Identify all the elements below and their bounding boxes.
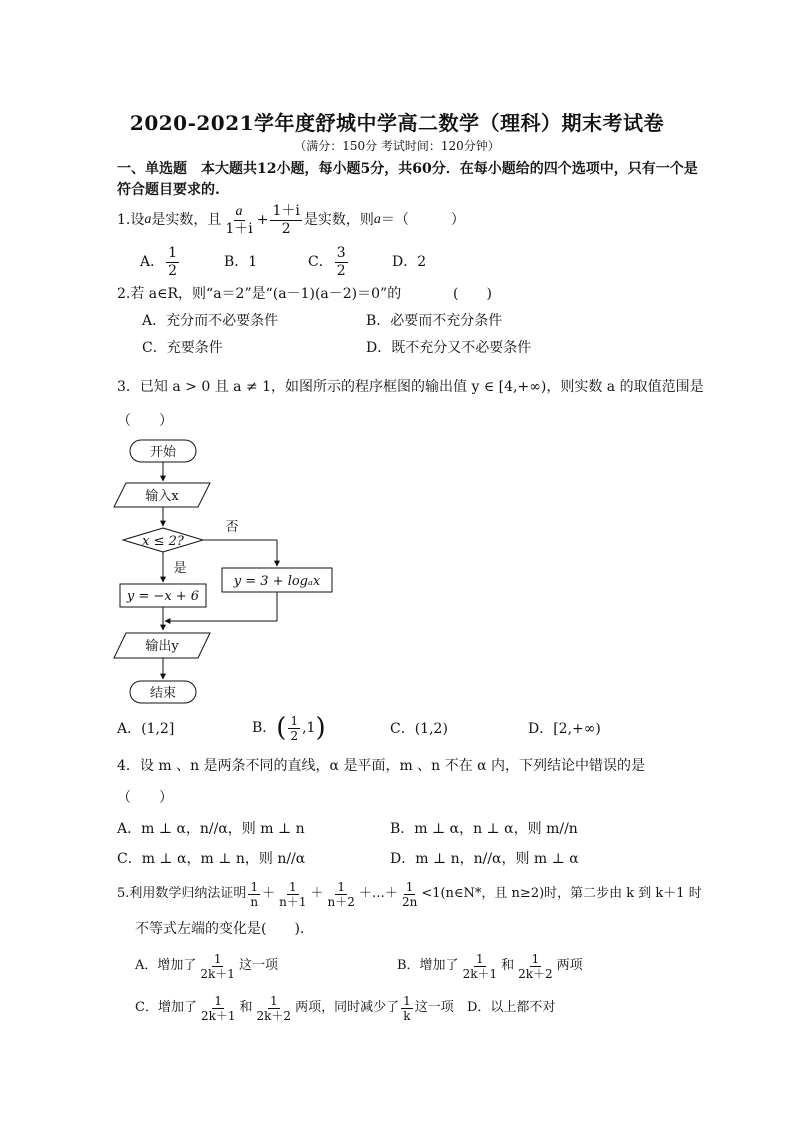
question-4-stem: 4．设 m 、n 是两条不同的直线，α 是平面，m 、n 不在 α 内，下列结论中错误的是 — [117, 758, 645, 774]
q2-answer-paren: ( ) — [453, 286, 492, 302]
q5-line2: 不等式左端的变化是( ). — [135, 921, 305, 937]
flow-input-label: 输入x — [145, 489, 179, 504]
question-3-stem: 3．已知 a > 0 且 a ≠ 1，如图所示的程序框图的输出值 y ∈ [4,+∞)，则实数 a 的取值范围是 — [117, 379, 704, 395]
q3-option-a: A．(1,2] — [117, 721, 175, 737]
q2-option-c: C．充要条件 — [142, 340, 223, 356]
q4-option-d: D．m ⊥ n，n//α，则 m ⊥ α — [390, 851, 579, 867]
question-1-stem: 1.设 a 是实数，且 $\frac{a}{1+i}$ + $\frac{1+i}{2}$ 是实数，则 a ＝（ ） — [117, 202, 465, 237]
q1-option-c: C． $\frac{3}{2}$ — [308, 244, 346, 279]
q4-option-a: A．m ⊥ α，n//α，则 m ⊥ n — [117, 821, 305, 837]
flow-output-label: 输出y — [145, 639, 179, 654]
question-5-stem: 5.利用数学归纳法证明 $\frac{1}{n}$ ＋ $\frac{1}{n+1}$ ＋ $\frac{1}{n+2}$ ＋…＋ $\frac{1}{2n}$ <1(n∈N*，且 n≥2)时，第二步由 k 到 k＋1 时 — [117, 879, 702, 909]
flow-end-label: 结束 — [149, 686, 177, 701]
q4-option-c: C．m ⊥ α，m ⊥ n，则 n//α — [117, 851, 306, 867]
program-flowchart — [110, 432, 360, 710]
q1-option-b: B．1 — [224, 254, 258, 270]
question-2-stem: 2.若 a∈R，则“a＝2”是“(a－1)(a－2)＝0”的 — [117, 286, 402, 302]
flow-condition-label: x ≤ 2? — [142, 534, 184, 549]
q1-option-d: D．2 — [392, 254, 427, 270]
q3-option-c: C．(1,2) — [390, 721, 448, 737]
q5-option-b: B．增加了 $\frac{1}{2k+1}$ 和 $\frac{1}{2k+2}$ 两项 — [397, 951, 583, 981]
q3-answer-paren: （ ） — [117, 413, 173, 429]
flow-yes-label: 是 — [173, 561, 187, 576]
q1-fraction-2: $\frac{1+i}{2}$ — [272, 202, 300, 237]
q5-option-d: D．以上都不对 — [467, 1000, 556, 1015]
q2-option-b: B．必要而不充分条件 — [366, 313, 503, 329]
q3-option-b: B． ( $\frac{1}{2}$ ,1 ) — [252, 713, 326, 743]
q1-fraction-1: $\frac{a}{1+i}$ — [225, 203, 253, 237]
q5-option-c: C．增加了 $\frac{1}{2k+1}$ 和 $\frac{1}{2k+2}$ 两项，同时减少了 $\frac{1}{k}$ 这一项 — [135, 993, 454, 1023]
q5-option-a: A．增加了 $\frac{1}{2k+1}$ 这一项 — [135, 951, 278, 981]
q2-option-d: D．既不充分又不必要条件 — [366, 340, 532, 356]
q1-option-a: A． $\frac{1}{2}$ — [140, 244, 178, 279]
section1-header-line1: 一、单选题 本大题共12小题，每小题5分，共60分．在每小题给的四个选项中，只有一个是 — [117, 161, 698, 177]
section1-header-line2: 符合题目要求的. — [117, 182, 220, 198]
page-title: 2020-2021学年度舒城中学高二数学（理科）期末考试卷 — [129, 111, 665, 135]
flow-right-formula: y = 3 + logₐx — [233, 574, 321, 589]
q4-option-b: B．m ⊥ α，n ⊥ α，则 m//n — [390, 821, 578, 837]
q3-option-d: D．[2,+∞) — [528, 721, 601, 737]
flow-start-label: 开始 — [149, 445, 177, 460]
exam-info: （满分：150分 考试时间：120分钟） — [294, 139, 500, 153]
q2-option-a: A．充分而不必要条件 — [142, 313, 279, 329]
flow-left-formula: y = −x + 6 — [126, 589, 200, 604]
q4-answer-paren: （ ） — [117, 790, 173, 806]
flow-no-label: 否 — [225, 520, 239, 535]
